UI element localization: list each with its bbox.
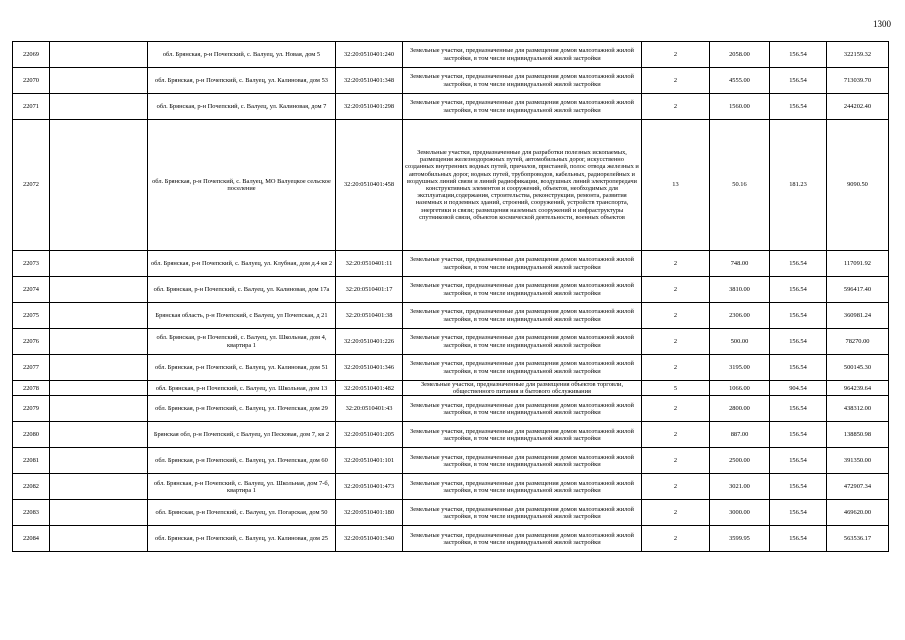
- table-row: [13, 251, 889, 277]
- area-cell: 748.00: [710, 251, 770, 277]
- unit-value-cell: 156.54: [770, 396, 827, 422]
- group-code-cell: 2: [642, 277, 710, 303]
- address-cell: обл. Брянская, р-н Почепский, с. Валуец, ул. Школьная, дом 4, квартира 1: [148, 329, 336, 355]
- empty-cell: [50, 381, 148, 396]
- group-code-cell: 2: [642, 422, 710, 448]
- land-use-purpose-cell: Земельные участки, предназначенные для размещения домов малоэтажной жилой застройки, в том числе индивидуальной жилой застройки: [403, 448, 642, 474]
- cadastral-cost-cell: 322159.32: [827, 42, 889, 68]
- empty-cell: [50, 277, 148, 303]
- unit-value-cell: 156.54: [770, 94, 827, 120]
- cadastral-number-cell: 32:20:0510401:180: [336, 500, 403, 526]
- table-row: [13, 355, 889, 381]
- empty-cell: [50, 355, 148, 381]
- cadastral-number-cell: 32:20:0510401:226: [336, 329, 403, 355]
- land-use-purpose-cell: Земельные участки, предназначенные для размещения домов малоэтажной жилой застройки, в том числе индивидуальной жилой застройки: [403, 94, 642, 120]
- address-cell: обл. Брянская, р-н Почепский, с. Валуец, ул. Школьная, дом 13: [148, 381, 336, 396]
- row-number-cell: 22084: [13, 526, 50, 552]
- table-row: [13, 448, 889, 474]
- row-number-cell: 22077: [13, 355, 50, 381]
- cadastral-cost-cell: 500145.30: [827, 355, 889, 381]
- land-use-purpose-cell: Земельные участки, предназначенные для размещения домов малоэтажной жилой застройки, в том числе индивидуальной жилой застройки: [403, 251, 642, 277]
- group-code-cell: 2: [642, 94, 710, 120]
- address-cell: обл. Брянская, р-н Почепский, с. Валуец, ул. Калиновая, дом 51: [148, 355, 336, 381]
- unit-value-cell: 904.54: [770, 381, 827, 396]
- land-use-purpose-cell: Земельные участки, предназначенные для размещения домов малоэтажной жилой застройки, в том числе индивидуальной жилой застройки: [403, 526, 642, 552]
- group-code-cell: 2: [642, 396, 710, 422]
- address-cell: обл. Брянская, р-н Почепский, с. Валуец, МО Валуецкое сельское поселение: [148, 120, 336, 251]
- table-row: [13, 474, 889, 500]
- empty-cell: [50, 329, 148, 355]
- cadastral-number-cell: 32:20:0510401:298: [336, 94, 403, 120]
- group-code-cell: 2: [642, 42, 710, 68]
- area-cell: 4555.00: [710, 68, 770, 94]
- group-code-cell: 2: [642, 355, 710, 381]
- row-number-cell: 22075: [13, 303, 50, 329]
- unit-value-cell: 156.54: [770, 251, 827, 277]
- cadastral-number-cell: 32:20:0510401:346: [336, 355, 403, 381]
- land-plot-table: [12, 41, 889, 552]
- cadastral-number-cell: 32:20:0510401:205: [336, 422, 403, 448]
- table-row: [13, 277, 889, 303]
- cadastral-number-cell: 32:20:0510401:38: [336, 303, 403, 329]
- land-use-purpose-cell: Земельные участки, предназначенные для разработки полезных ископаемых, размещения железнодорожных путей, автомобильных дорог, искусственно созданных внутренних водных путей, причалов, пристаней, полос отвода железных и автомобильных дорог, водных путей, трубопроводов, кабельных, радиорелейных и воздушных линий связи и линий радиофикации, воздушных линий электропередачи конструктивных элементов и сооружений, объектов, необходимых для эксплуатации,содержания, строительства, реконструкции, ремонта, развития наземных и подземных зданий, строений, сооружений, устройств транспорта, энергетики и связи; размещения наземных сооружений и инфраструктуры спутниковой связи, объектов космической деятельности, военных объектов: [403, 120, 642, 251]
- area-cell: 500.00: [710, 329, 770, 355]
- area-cell: 887.00: [710, 422, 770, 448]
- empty-cell: [50, 120, 148, 251]
- group-code-cell: 5: [642, 381, 710, 396]
- unit-value-cell: 156.54: [770, 500, 827, 526]
- cadastral-cost-cell: 596417.40: [827, 277, 889, 303]
- cadastral-cost-cell: 117091.92: [827, 251, 889, 277]
- table-row: [13, 526, 889, 552]
- empty-cell: [50, 251, 148, 277]
- row-number-cell: 22072: [13, 120, 50, 251]
- cadastral-number-cell: 32:20:0510401:458: [336, 120, 403, 251]
- empty-cell: [50, 68, 148, 94]
- group-code-cell: 13: [642, 120, 710, 251]
- cadastral-cost-cell: 391350.00: [827, 448, 889, 474]
- unit-value-cell: 156.54: [770, 277, 827, 303]
- table-row: [13, 500, 889, 526]
- group-code-cell: 2: [642, 303, 710, 329]
- row-number-cell: 22080: [13, 422, 50, 448]
- area-cell: 3599.95: [710, 526, 770, 552]
- address-cell: обл. Брянская, р-н Почепский, с. Валуец, ул. Калиновая, дом 53: [148, 68, 336, 94]
- row-number-cell: 22073: [13, 251, 50, 277]
- address-cell: обл. Брянская, р-н Почепский, с. Валуец, ул. Почепская, дом 60: [148, 448, 336, 474]
- area-cell: 3195.00: [710, 355, 770, 381]
- table-row: [13, 303, 889, 329]
- empty-cell: [50, 500, 148, 526]
- unit-value-cell: 156.54: [770, 448, 827, 474]
- table-body: [13, 42, 889, 552]
- cadastral-cost-cell: 438312.00: [827, 396, 889, 422]
- area-cell: 2800.00: [710, 396, 770, 422]
- land-use-purpose-cell: Земельные участки, предназначенные для размещения домов малоэтажной жилой застройки, в том числе индивидуальной жилой застройки: [403, 277, 642, 303]
- row-number-cell: 22082: [13, 474, 50, 500]
- empty-cell: [50, 94, 148, 120]
- row-number-cell: 22078: [13, 381, 50, 396]
- row-number-cell: 22074: [13, 277, 50, 303]
- address-cell: обл. Брянская, р-н Почепский, с. Валуец, ул. Почепская, дом 29: [148, 396, 336, 422]
- cadastral-cost-cell: 964239.64: [827, 381, 889, 396]
- page-number: 1300: [873, 19, 891, 29]
- cadastral-number-cell: 32:20:0510401:43: [336, 396, 403, 422]
- address-cell: обл. Брянская, р-н Почепский, с. Валуец, ул. Калиновая, дом 25: [148, 526, 336, 552]
- address-cell: Брянская обл, р-н Почепский, с Валуец, ул Песковая, дом 7, кв 2: [148, 422, 336, 448]
- table-row: [13, 120, 889, 251]
- area-cell: 3000.00: [710, 500, 770, 526]
- cadastral-cost-cell: 244202.40: [827, 94, 889, 120]
- land-use-purpose-cell: Земельные участки, предназначенные для размещения домов малоэтажной жилой застройки, в том числе индивидуальной жилой застройки: [403, 42, 642, 68]
- cadastral-number-cell: 32:20:0510401:340: [336, 526, 403, 552]
- cadastral-cost-cell: 360981.24: [827, 303, 889, 329]
- area-cell: 3021.00: [710, 474, 770, 500]
- table-row: [13, 381, 889, 396]
- address-cell: обл. Брянская, р-н Почепский, с. Валуец, ул. Клубная, дом д.4 кв 2: [148, 251, 336, 277]
- land-use-purpose-cell: Земельные участки, предназначенные для размещения объектов торговли, общественного питания и бытового обслуживания: [403, 381, 642, 396]
- cadastral-number-cell: 32:20:0510401:482: [336, 381, 403, 396]
- land-use-purpose-cell: Земельные участки, предназначенные для размещения домов малоэтажной жилой застройки, в том числе индивидуальной жилой застройки: [403, 68, 642, 94]
- area-cell: 2058.00: [710, 42, 770, 68]
- table-row: [13, 422, 889, 448]
- group-code-cell: 2: [642, 526, 710, 552]
- cadastral-cost-cell: 563536.17: [827, 526, 889, 552]
- unit-value-cell: 156.54: [770, 474, 827, 500]
- cadastral-cost-cell: 138850.98: [827, 422, 889, 448]
- cadastral-number-cell: 32:20:0510401:101: [336, 448, 403, 474]
- address-cell: обл. Брянская, р-н Почепский, с. Валуец, ул. Школьная, дом 7-б, квартира 1: [148, 474, 336, 500]
- table-row: [13, 68, 889, 94]
- row-number-cell: 22071: [13, 94, 50, 120]
- land-use-purpose-cell: Земельные участки, предназначенные для размещения домов малоэтажной жилой застройки, в том числе индивидуальной жилой застройки: [403, 303, 642, 329]
- cadastral-cost-cell: 713039.70: [827, 68, 889, 94]
- group-code-cell: 2: [642, 68, 710, 94]
- group-code-cell: 2: [642, 251, 710, 277]
- unit-value-cell: 156.54: [770, 303, 827, 329]
- cadastral-number-cell: 32:20:0510401:473: [336, 474, 403, 500]
- area-cell: 2500.00: [710, 448, 770, 474]
- land-use-purpose-cell: Земельные участки, предназначенные для размещения домов малоэтажной жилой застройки, в том числе индивидуальной жилой застройки: [403, 355, 642, 381]
- area-cell: 50.16: [710, 120, 770, 251]
- cadastral-cost-cell: 472907.34: [827, 474, 889, 500]
- cadastral-cost-cell: 78270.00: [827, 329, 889, 355]
- unit-value-cell: 156.54: [770, 68, 827, 94]
- empty-cell: [50, 396, 148, 422]
- unit-value-cell: 156.54: [770, 42, 827, 68]
- unit-value-cell: 156.54: [770, 526, 827, 552]
- row-number-cell: 22070: [13, 68, 50, 94]
- land-use-purpose-cell: Земельные участки, предназначенные для размещения домов малоэтажной жилой застройки, в том числе индивидуальной жилой застройки: [403, 474, 642, 500]
- table-row: [13, 396, 889, 422]
- empty-cell: [50, 422, 148, 448]
- table-row: [13, 329, 889, 355]
- group-code-cell: 2: [642, 474, 710, 500]
- row-number-cell: 22076: [13, 329, 50, 355]
- address-cell: обл. Брянская, р-н Почепский, с. Валуец, ул. Калиновая, дом 7: [148, 94, 336, 120]
- empty-cell: [50, 526, 148, 552]
- group-code-cell: 2: [642, 329, 710, 355]
- empty-cell: [50, 303, 148, 329]
- table-row: [13, 42, 889, 68]
- table-row: [13, 94, 889, 120]
- unit-value-cell: 181.23: [770, 120, 827, 251]
- group-code-cell: 2: [642, 500, 710, 526]
- empty-cell: [50, 448, 148, 474]
- land-use-purpose-cell: Земельные участки, предназначенные для размещения домов малоэтажной жилой застройки, в том числе индивидуальной жилой застройки: [403, 329, 642, 355]
- cadastral-cost-cell: 469620.00: [827, 500, 889, 526]
- land-use-purpose-cell: Земельные участки, предназначенные для размещения домов малоэтажной жилой застройки, в том числе индивидуальной жилой застройки: [403, 422, 642, 448]
- address-cell: Брянская область, р-н Почепский, с Валуец, ул Почепская, д 21: [148, 303, 336, 329]
- row-number-cell: 22079: [13, 396, 50, 422]
- cadastral-number-cell: 32:20:0510401:240: [336, 42, 403, 68]
- area-cell: 1066.00: [710, 381, 770, 396]
- area-cell: 1560.00: [710, 94, 770, 120]
- address-cell: обл. Брянская, р-н Почепский, с. Валуец, ул. Калиновая, дом 17а: [148, 277, 336, 303]
- unit-value-cell: 156.54: [770, 355, 827, 381]
- unit-value-cell: 156.54: [770, 422, 827, 448]
- row-number-cell: 22069: [13, 42, 50, 68]
- land-use-purpose-cell: Земельные участки, предназначенные для размещения домов малоэтажной жилой застройки, в том числе индивидуальной жилой застройки: [403, 500, 642, 526]
- area-cell: 2306.00: [710, 303, 770, 329]
- empty-cell: [50, 42, 148, 68]
- row-number-cell: 22081: [13, 448, 50, 474]
- cadastral-number-cell: 32:20:0510401:348: [336, 68, 403, 94]
- area-cell: 3810.00: [710, 277, 770, 303]
- unit-value-cell: 156.54: [770, 329, 827, 355]
- empty-cell: [50, 474, 148, 500]
- address-cell: обл. Брянская, р-н Почепский, с. Валуец, ул. Погарская, дом 50: [148, 500, 336, 526]
- address-cell: обл. Брянская, р-н Почепский, с. Валуец, ул. Новая, дом 5: [148, 42, 336, 68]
- land-use-purpose-cell: Земельные участки, предназначенные для размещения домов малоэтажной жилой застройки, в том числе индивидуальной жилой застройки: [403, 396, 642, 422]
- group-code-cell: 2: [642, 448, 710, 474]
- cadastral-cost-cell: 9090.50: [827, 120, 889, 251]
- row-number-cell: 22083: [13, 500, 50, 526]
- cadastral-number-cell: 32:20:0510401:11: [336, 251, 403, 277]
- cadastral-number-cell: 32:20:0510401:17: [336, 277, 403, 303]
